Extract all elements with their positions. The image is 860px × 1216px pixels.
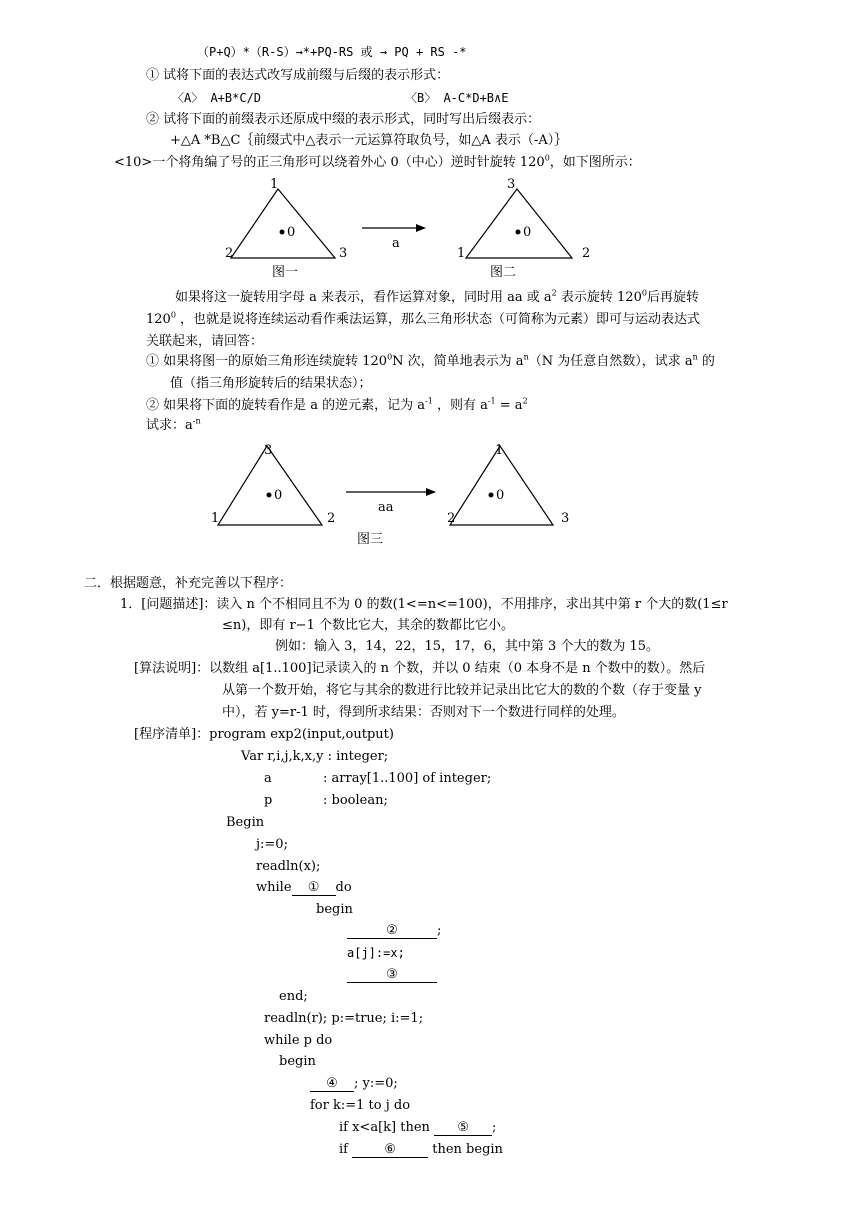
question-line: ① 如果将图一的原始三角形连续旋转 $120^0N$ 次，简单地表示为 $a^n(N$ 为任意自然数），试求 $a^n$ 的 — [146, 352, 715, 369]
code-line: for k:=1 to j do — [310, 1098, 411, 1113]
arrow-label: a — [392, 236, 400, 251]
code-line: begin — [279, 1054, 316, 1069]
code-line: a — [264, 771, 272, 786]
problem-desc: 1．[问题描述]：读入 n 个不相同且不为 0 的数(1<=n<=100)，不用排序，求出其中第 r 个大的数(1≤r — [120, 597, 728, 612]
label-top: 3 — [264, 443, 273, 458]
question-line: ② 如果将下面的旋转看作是 a 的逆元素，记为 $a^{-1}$ ，则有 $a^{-1} = a^2$ — [146, 396, 528, 413]
label-top: 1 — [495, 443, 504, 458]
label-center: 0 — [523, 225, 532, 240]
center-dot — [489, 493, 494, 498]
code-line: while p do — [264, 1033, 333, 1048]
label-left: 1 — [457, 246, 466, 261]
code-line — [347, 967, 437, 983]
algo-desc: [算法说明]：以数组 a[1..100]记录读入的 n 个数，并以 0 结束（0 本身不是 n 个数中的数）。然后 — [134, 661, 706, 676]
paragraph-line: 关联起来，请回答： — [146, 334, 264, 349]
paragraph-line: $120^0$ ，也就是说将连续运动看作乘法运算，那么三角形状态（可简称为元素）即可与运动表达式 — [146, 310, 701, 327]
triangle-fig1 — [231, 189, 335, 258]
triangle-fig2 — [466, 189, 572, 258]
code-line: : boolean; — [323, 793, 388, 808]
question-line: 试求：$a^{-n}$ — [146, 416, 201, 433]
code-line: if x<a[k] then ⑤ ; — [339, 1120, 497, 1135]
code-line: readln(x); — [256, 859, 321, 874]
code-line: readln(r); p:=true; i:=1; — [264, 1011, 424, 1026]
label-left: 2 — [447, 511, 456, 526]
label-center: 0 — [287, 225, 296, 240]
center-dot — [280, 230, 285, 235]
algo-desc: 中），若 y=r-1 时，得到所求结果：否则对下一个数进行同样的处理。 — [222, 705, 625, 720]
prefix-expr: +△A *B△C｛前缀式中△表示一元运算符取负号，如△A 表示（-A）｝ — [170, 133, 568, 148]
expr-b: 〈B〉 A-C*D+B∧E — [405, 91, 509, 105]
code-line: end; — [279, 989, 308, 1004]
code-line: Begin — [226, 815, 265, 830]
label-center: 0 — [496, 488, 505, 503]
label-right: 3 — [561, 511, 570, 526]
code-line: : array[1..100] of integer; — [323, 771, 492, 786]
label-center: 0 — [274, 488, 283, 503]
section-heading: 二．根据题意，补充完善以下程序： — [84, 576, 293, 591]
blank-6[interactable]: ⑥ — [352, 1142, 428, 1158]
expr-a: 〈A〉 A+B*C/D — [172, 91, 262, 105]
code-line: begin — [316, 902, 353, 917]
code-line: if ⑥ then begin — [339, 1142, 503, 1157]
problem-10: <10>一个将角编了号的正三角形可以绕着外心 0（中心）逆时针旋转 $120^0$，如下图所示： — [114, 153, 641, 170]
label-left: 2 — [225, 246, 234, 261]
caption-fig3: 图三 — [357, 532, 384, 547]
question-line: 值（指三角形旋转后的结果状态）； — [170, 376, 372, 391]
label-right: 2 — [327, 511, 336, 526]
arrow-head — [416, 224, 426, 232]
caption-fig2: 图二 — [490, 265, 517, 280]
code-line: while ① do — [256, 880, 352, 895]
label-top: 3 — [507, 177, 516, 192]
center-dot — [516, 230, 521, 235]
arrow-head — [426, 488, 436, 496]
expr-line: （P+Q）*（R-S）→*+PQ-RS 或 → PQ + RS -* — [197, 45, 467, 59]
label-top: 1 — [270, 177, 279, 192]
code-line: ④ ; y:=0; — [310, 1076, 398, 1092]
blank-4[interactable]: ④ — [310, 1076, 354, 1092]
label-left: 1 — [211, 511, 220, 526]
blank-2[interactable]: ② — [347, 923, 437, 939]
paragraph-line: 如果将这一旋转用字母 a 来表示，看作运算对象，同时用 aa 或 $a^2$ 表示旋转 $120^0$后再旋转 — [175, 288, 699, 305]
blank-3[interactable]: ③ — [347, 967, 437, 983]
arrow-label: aa — [378, 500, 394, 515]
program-header: [程序清单]：program exp2(input,output) — [134, 727, 394, 742]
algo-desc: 从第一个数开始，将它与其余的数进行比较并记录出比它大的数的个数（存于变量 y — [222, 683, 702, 698]
example-line: 例如：输入 3，14，22，15，17，6，其中第 3 个大的数为 15。 — [275, 639, 660, 654]
question-2: ② 试将下面的前缀表示还原成中缀的表示形式，同时写出后缀表示： — [146, 112, 541, 127]
code-line: a[j]:=x; — [347, 946, 405, 960]
problem-desc: ≤n)，即有 r−1 个数比它大，其余的数都比它小。 — [222, 618, 514, 633]
blank-5[interactable]: ⑤ — [434, 1120, 492, 1136]
code-line: Var r,i,j,k,x,y : integer; — [241, 749, 389, 764]
code-line: j:=0; — [256, 837, 288, 852]
question-1: ① 试将下面的表达式改写成前缀与后缀的表示形式： — [146, 68, 450, 83]
center-dot — [267, 493, 272, 498]
code-line: ② ; — [347, 923, 441, 939]
label-right: 3 — [339, 246, 348, 261]
label-right: 2 — [582, 246, 591, 261]
code-line: p — [264, 793, 273, 808]
blank-1[interactable]: ① — [292, 880, 336, 896]
caption-fig1: 图一 — [272, 265, 299, 280]
